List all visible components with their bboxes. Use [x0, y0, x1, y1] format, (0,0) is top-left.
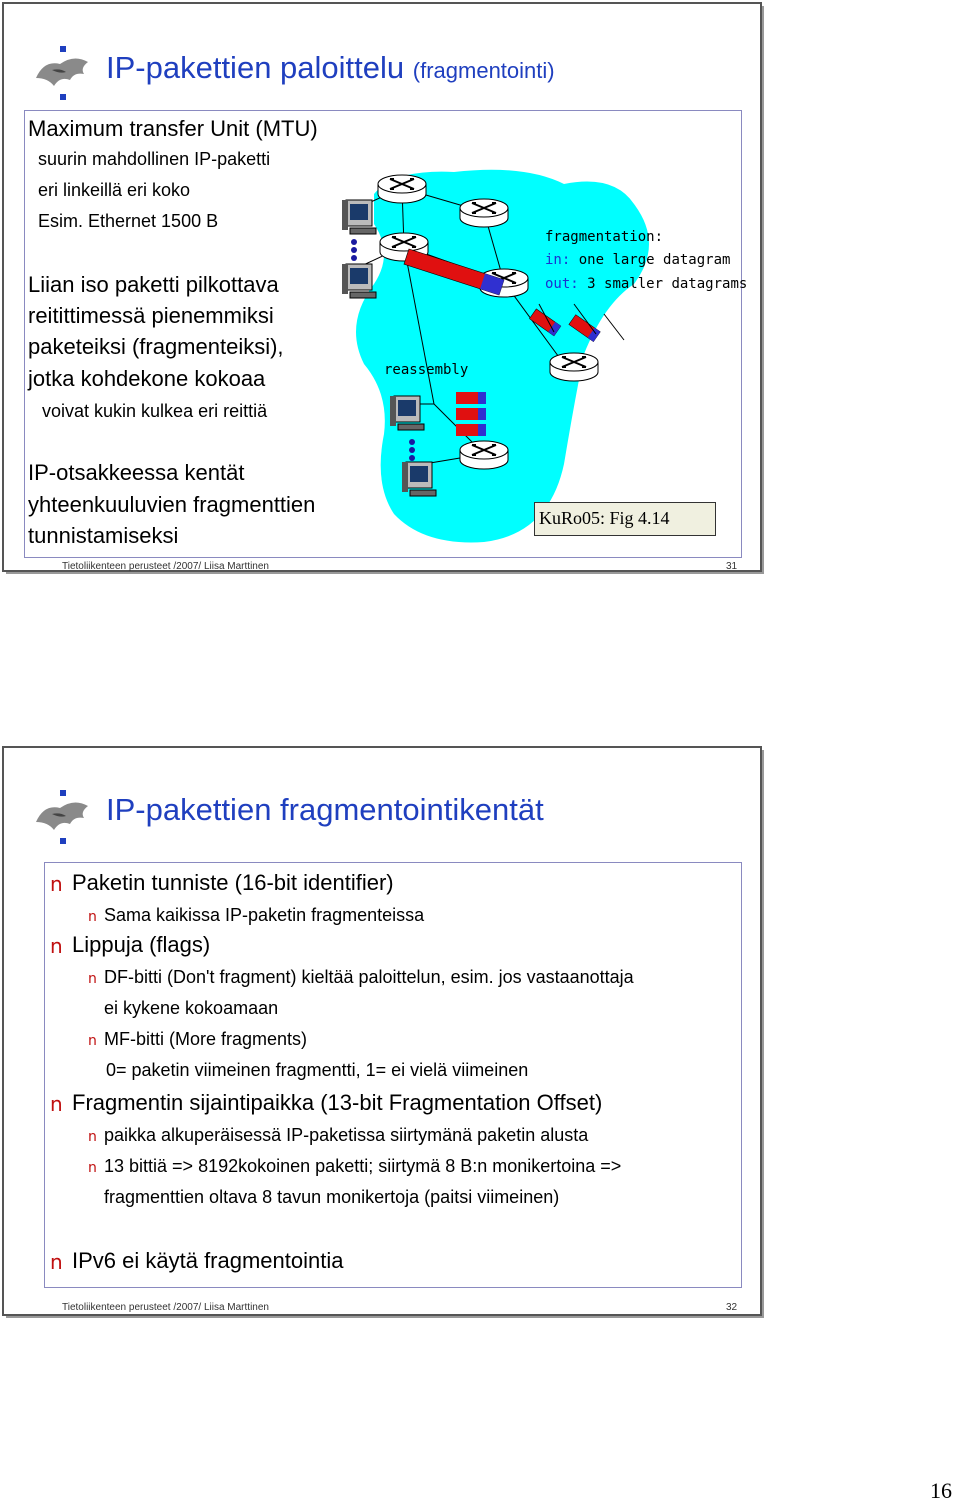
bullet-marker: n	[50, 872, 63, 896]
slide-number: 31	[726, 561, 738, 572]
para1-line-3: paketeiksi (fragmenteiksi),	[28, 334, 284, 359]
slide-title: IP-pakettien fragmentointikentät	[106, 792, 544, 827]
bullet-marker: n	[88, 1129, 97, 1145]
para2-line-1: IP-otsakkeessa kentät	[28, 460, 245, 485]
reassembly-label: reassembly	[384, 362, 469, 378]
mtu-heading: Maximum transfer Unit (MTU)	[28, 116, 318, 141]
frag-title: fragmentation:	[545, 229, 664, 245]
frag-out-text: 3 smaller datagrams	[587, 276, 748, 292]
bullet-marker: n	[50, 934, 63, 958]
mtu-line-1: suurin mahdollinen IP-paketti	[38, 149, 271, 169]
list-item-text: Sama kaikissa IP-paketin fragmenteissa	[104, 905, 425, 925]
university-logo-icon	[30, 40, 98, 106]
figure-caption: KuRo05: Fig 4.14	[534, 502, 716, 536]
fragmentation-diagram	[334, 164, 754, 549]
frag-out	[545, 276, 747, 292]
list-item-text: ei kykene kokoamaan	[104, 998, 279, 1018]
para1-line-4: jotka kohdekone kokoaa	[28, 366, 266, 391]
bullet-marker: n	[88, 909, 97, 925]
footer: Tietoliikenteen perusteet /2007/ Liisa Marttinen	[62, 1302, 269, 1313]
mtu-line-2: eri linkeillä eri koko	[38, 180, 191, 200]
frag-in-label: in:	[545, 252, 571, 268]
list-item-text: Paketin tunniste (16-bit identifier)	[72, 870, 394, 895]
frag-in	[545, 252, 730, 268]
list-item-text: Lippuja (flags)	[72, 932, 211, 957]
bullet-marker: n	[50, 1092, 63, 1116]
footer: Tietoliikenteen perusteet /2007/ Liisa Marttinen	[62, 561, 269, 572]
para1-sub: voivat kukin kulkea eri reittiä	[42, 401, 268, 421]
list-item-text: 0= paketin viimeinen fragmentti, 1= ei vielä viimeinen	[106, 1060, 529, 1080]
para1-line-1: Liian iso paketti pilkottava	[28, 272, 279, 297]
slide-title: IP-pakettien paloittelu (fragmentointi)	[106, 50, 555, 85]
page-number: 16	[930, 1478, 952, 1503]
list-item-text: fragmenttien oltava 8 tavun monikertoja (paitsi viimeinen)	[104, 1187, 560, 1207]
list-item-text: DF-bitti (Don't fragment) kieltää paloittelun, esim. jos vastaanottaja	[104, 967, 634, 987]
list-item-text: paikka alkuperäisessä IP-paketissa siirtymänä paketin alusta	[104, 1125, 589, 1145]
slide-title-sub: (fragmentointi)	[412, 58, 555, 83]
para1-line-2: reitittimessä pienemmiksi	[28, 303, 274, 328]
mtu-line-3: Esim. Ethernet 1500 B	[38, 211, 219, 231]
bullet-marker: n	[88, 1033, 97, 1049]
para2-line-3: tunnistamiseksi	[28, 523, 179, 548]
slide-32	[2, 746, 762, 1316]
slide-number: 32	[726, 1302, 738, 1313]
frag-out-label: out:	[545, 276, 579, 292]
list-item-text: Fragmentin sijaintipaikka (13-bit Fragmentation Offset)	[72, 1090, 603, 1115]
slide-31	[2, 2, 762, 572]
list-item-text: MF-bitti (More fragments)	[104, 1029, 308, 1049]
bullet-marker: n	[50, 1250, 63, 1274]
frag-in-text: one large datagram	[578, 252, 731, 268]
bullet-marker: n	[88, 1160, 97, 1176]
list-item-text: IPv6 ei käytä fragmentointia	[72, 1248, 344, 1273]
bullet-marker: n	[88, 971, 97, 987]
list-item-text: 13 bittiä => 8192kokoinen paketti; siirtymä 8 B:n monikertoina =>	[104, 1156, 622, 1176]
para2-line-2: yhteenkuuluvien fragmenttien	[28, 492, 316, 517]
university-logo-icon	[30, 784, 98, 850]
